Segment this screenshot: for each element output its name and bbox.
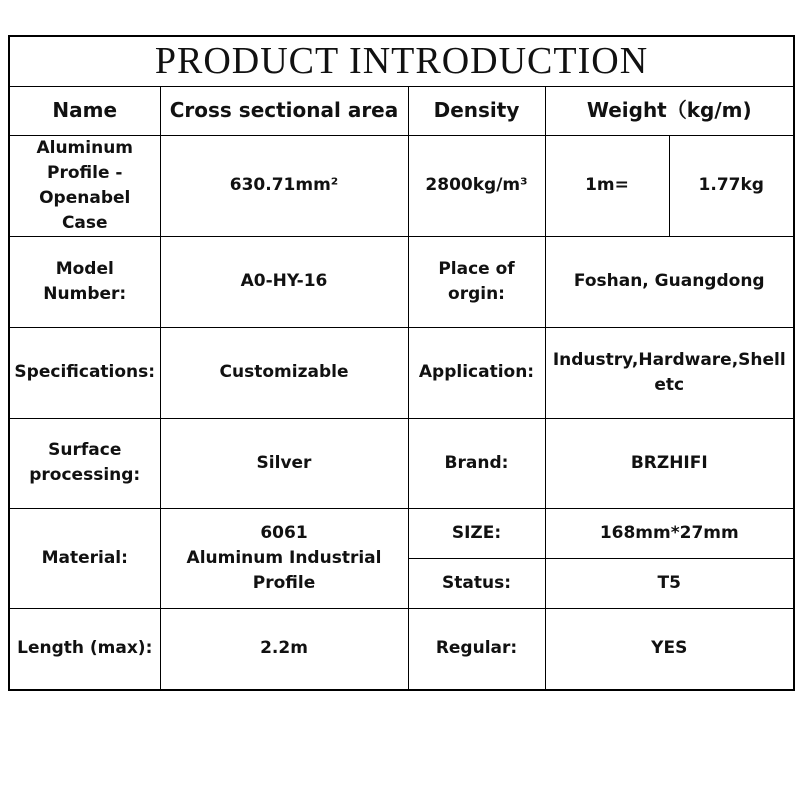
status-label: Status: — [408, 558, 545, 608]
material-value: 6061 Aluminum Industrial Profile — [160, 508, 408, 608]
table-title: PRODUCT INTRODUCTION — [9, 36, 794, 86]
material-label: Material: — [9, 508, 160, 608]
application-value: Industry,Hardware,Shell etc — [545, 327, 794, 418]
product-row — [9, 135, 794, 236]
product-area: 630.71mm² — [160, 135, 408, 236]
length-max-value: 2.2m — [160, 608, 408, 690]
model-number-label: Model Number: — [9, 236, 160, 327]
material-row — [9, 508, 794, 558]
surface-processing-label: Surface processing: — [9, 418, 160, 508]
specifications-value: Customizable — [160, 327, 408, 418]
model-row — [9, 236, 794, 327]
title-row — [9, 36, 794, 86]
header-name: Name — [9, 86, 160, 135]
place-of-origin-label: Place of orgin: — [408, 236, 545, 327]
specifications-row — [9, 327, 794, 418]
surface-row — [9, 418, 794, 508]
regular-label: Regular: — [408, 608, 545, 690]
product-name: Aluminum Profile - Openabel Case — [9, 135, 160, 236]
header-density: Density — [408, 86, 545, 135]
product-density: 2800kg/m³ — [408, 135, 545, 236]
regular-value: YES — [545, 608, 794, 690]
place-of-origin-value: Foshan, Guangdong — [545, 236, 794, 327]
model-number-value: A0-HY-16 — [160, 236, 408, 327]
brand-value: BRZHIFI — [545, 418, 794, 508]
weight-value: 1.77kg — [669, 135, 794, 236]
surface-processing-value: Silver — [160, 418, 408, 508]
header-row — [9, 86, 794, 135]
weight-label: 1m= — [545, 135, 669, 236]
product-introduction-table — [8, 35, 795, 691]
header-cross-sectional-area: Cross sectional area — [160, 86, 408, 135]
application-label: Application: — [408, 327, 545, 418]
length-max-label: Length (max): — [9, 608, 160, 690]
brand-label: Brand: — [408, 418, 545, 508]
length-row — [9, 608, 794, 690]
specifications-label: Specifications: — [9, 327, 160, 418]
status-value: T5 — [545, 558, 794, 608]
header-weight: Weight（kg/m) — [545, 86, 794, 135]
size-label: SIZE: — [408, 508, 545, 558]
size-value: 168mm*27mm — [545, 508, 794, 558]
